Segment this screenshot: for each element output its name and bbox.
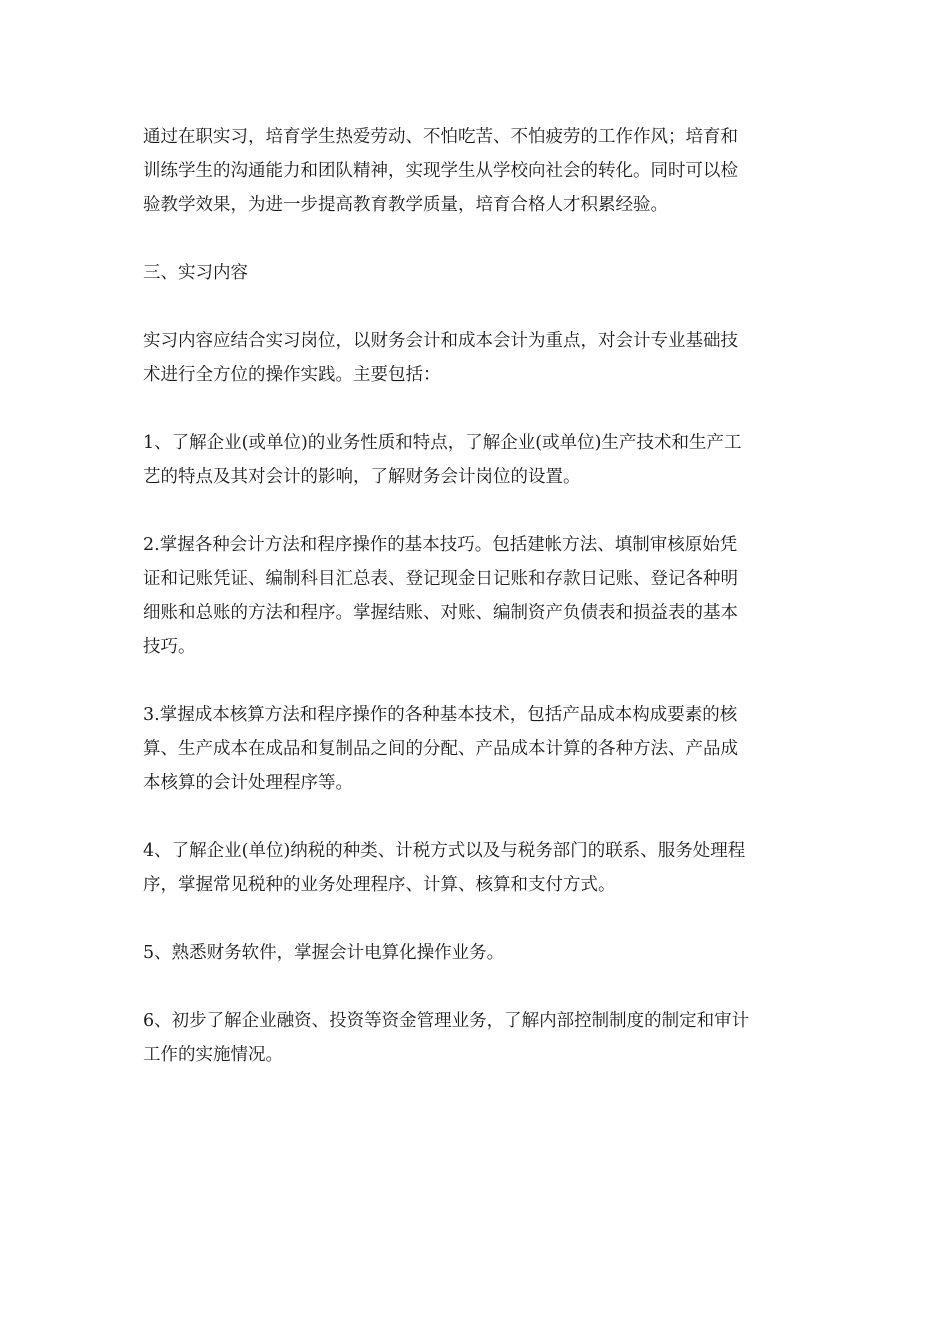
list-item-4	[143, 834, 808, 902]
document-body	[143, 120, 808, 1106]
text-line: 2.掌握各种会计方法和程序操作的基本技巧。包括建帐方法、填制审核原始凭	[143, 535, 738, 555]
text-line: 6、初步了解企业融资、投资等资金管理业务，了解内部控制制度的制定和审计	[143, 1011, 750, 1031]
text-line: 4、了解企业(单位)纳税的种类、计税方式以及与税务部门的联系、服务处理程	[143, 841, 746, 861]
text-line: 术进行全方位的操作实践。主要包括：	[143, 365, 441, 385]
text-line: 通过在职实习，培育学生热爱劳动、不怕吃苦、不怕疲劳的工作作风；培育和	[143, 127, 738, 147]
list-item-2	[143, 528, 808, 664]
text-line: 3.掌握成本核算方法和程序操作的各种基本技术，包括产品成本构成要素的核	[143, 705, 738, 725]
text-line: 算、生产成本在成品和复制品之间的分配、产品成本计算的各种方法、产品成	[143, 739, 738, 759]
paragraph-intro	[143, 324, 808, 392]
text-line: 实习内容应结合实习岗位，以财务会计和成本会计为重点，对会计专业基础技	[143, 331, 738, 351]
list-item-6	[143, 1004, 808, 1072]
text-line: 艺的特点及其对会计的影响，了解财务会计岗位的设置。	[143, 467, 581, 487]
text-line: 训练学生的沟通能力和团队精神，实现学生从学校向社会的转化。同时可以检	[143, 161, 738, 181]
text-line: 验教学效果，为进一步提高教育教学质量，培育合格人才积累经验。	[143, 195, 668, 215]
list-item-5	[143, 936, 808, 970]
text-line: 证和记账凭证、编制科目汇总表、登记现金日记账和存款日记账、登记各种明	[143, 569, 738, 589]
text-line: 1、了解企业(或单位)的业务性质和特点，了解企业(或单位)生产技术和生产工	[143, 433, 742, 453]
section-heading	[143, 256, 808, 290]
text-line: 5、熟悉财务软件，掌握会计电算化操作业务。	[143, 943, 505, 963]
list-item-3	[143, 698, 808, 800]
text-line: 细账和总账的方法和程序。掌握结账、对账、编制资产负债表和损益表的基本	[143, 603, 738, 623]
text-line: 技巧。	[143, 637, 196, 657]
text-line: 序，掌握常见税种的业务处理程序、计算、核算和支付方式。	[143, 875, 616, 895]
paragraph-purpose	[143, 120, 808, 222]
text-line: 工作的实施情况。	[143, 1045, 283, 1065]
text-line: 本核算的会计处理程序等。	[143, 773, 353, 793]
heading-text: 三、实习内容	[143, 263, 248, 283]
list-item-1	[143, 426, 808, 494]
